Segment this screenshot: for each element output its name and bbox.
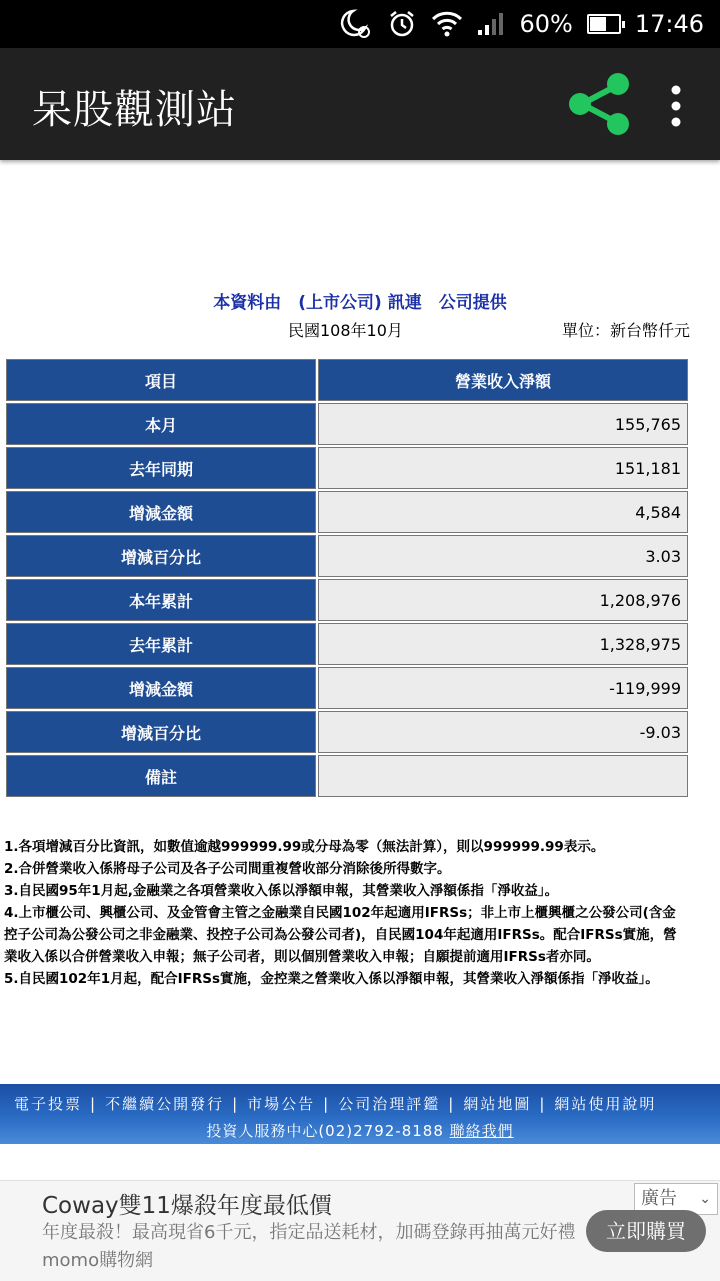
signal-icon <box>477 12 505 36</box>
report-unit: 單位：新台幣仟元 <box>561 321 690 340</box>
more-vert-icon[interactable] <box>664 84 688 128</box>
row-value <box>318 755 688 797</box>
row-value: 155,765 <box>318 403 688 445</box>
row-value: 1,328,975 <box>318 623 688 665</box>
table-row <box>6 711 688 753</box>
footer-link-sitemap[interactable]: 網站地圖 <box>463 1095 532 1113</box>
row-label: 備註 <box>6 755 316 797</box>
row-value: -119,999 <box>318 667 688 709</box>
ad-headline[interactable]: Coway雙11爆殺年度最低價 <box>42 1193 332 1219</box>
ad-body[interactable]: 年度最殺！最高現省6千元，指定品送耗材，加碼登錄再抽萬元好禮 momo購物網 <box>42 1222 576 1271</box>
wifi-icon <box>431 10 463 38</box>
row-value: -9.03 <box>318 711 688 753</box>
app-title: 呆股觀測站 <box>32 87 237 133</box>
report-date: 民國108年10月 <box>288 321 403 340</box>
header-item: 項目 <box>6 359 316 401</box>
table-row <box>6 667 688 709</box>
status-bar <box>0 0 720 48</box>
table-header-row <box>6 359 688 401</box>
table-row <box>6 491 688 533</box>
table-row <box>6 579 688 621</box>
chevron-down-icon: ⌄ <box>699 1191 711 1207</box>
footer-link-discontinue-public[interactable]: 不繼續公開發行 <box>105 1095 225 1113</box>
share-icon[interactable] <box>566 72 634 136</box>
app-bar <box>0 48 720 160</box>
note-item: 1.各項增減百分比資訊，如數值逾越999999.99或分母為零（無法計算），則以999999.99表示。 <box>4 839 605 855</box>
footer-link-governance[interactable]: 公司治理評鑑 <box>338 1095 441 1113</box>
investor-service <box>0 1120 720 1141</box>
ad-banner[interactable] <box>0 1180 720 1281</box>
footer-link-market-notice[interactable]: 市場公告 <box>247 1095 316 1113</box>
row-value: 3.03 <box>318 535 688 577</box>
revenue-table <box>4 357 690 799</box>
buy-now-button[interactable]: 立即購買 <box>586 1210 706 1252</box>
row-label: 增減百分比 <box>6 711 316 753</box>
row-value: 1,208,976 <box>318 579 688 621</box>
row-label: 增減金額 <box>6 491 316 533</box>
footer-link-e-voting[interactable]: 電子投票 <box>14 1095 83 1113</box>
note-item: 4.上市櫃公司、興櫃公司、及金管會主管之金融業自民國102年起適用IFRSs；非上市上櫃興櫃之公發公司(含金控子公司為公發公司之非金融業、投控子公司為公發公司者)，自民國104年起適用IFRSs。配合IFRSs實施，營業收入係以合併營業收入申報；無子公司者，則以個別營業收入申報；自願提前適用IFRSs者亦同。 <box>4 905 677 965</box>
row-label: 去年同期 <box>6 447 316 489</box>
header-revenue: 營業收入淨額 <box>318 359 688 401</box>
footer-link-site-help[interactable]: 網站使用說明 <box>554 1095 657 1113</box>
row-label: 增減金額 <box>6 667 316 709</box>
ad-badge-label: 廣告 <box>641 1188 677 1209</box>
data-source-line: 本資料由 (上市公司) 訊連 公司提供 <box>213 293 507 313</box>
service-phone: 投資人服務中心(02)2792-8188 <box>206 1122 444 1140</box>
site-footer <box>0 1084 720 1144</box>
contact-link[interactable]: 聯絡我們 <box>449 1122 514 1140</box>
table-row <box>6 447 688 489</box>
table-row <box>6 535 688 577</box>
do-not-disturb-alarm-icon <box>339 8 373 40</box>
note-item: 5.自民國102年1月起，配合IFRSs實施，金控業之營業收入係以淨額申報，其營業收入淨額係指「淨收益」。 <box>4 971 659 987</box>
note-item: 3.自民國95年1月起,金融業之各項營業收入係以淨額申報，其營業收入淨額係指「淨收益」。 <box>4 883 559 899</box>
row-label: 本年累計 <box>6 579 316 621</box>
row-label: 本月 <box>6 403 316 445</box>
table-row <box>6 755 688 797</box>
row-label: 去年累計 <box>6 623 316 665</box>
battery-percent: 60% <box>519 10 573 38</box>
note-item: 2.合併營業收入係將母子公司及各子公司間重複營收部分消除後所得數字。 <box>4 861 451 877</box>
row-value: 4,584 <box>318 491 688 533</box>
battery-icon <box>587 14 621 34</box>
row-label: 增減百分比 <box>6 535 316 577</box>
table-row <box>6 403 688 445</box>
table-row <box>6 623 688 665</box>
alarm-clock-icon <box>387 9 417 39</box>
row-value: 151,181 <box>318 447 688 489</box>
clock: 17:46 <box>634 10 704 38</box>
notes <box>4 836 684 990</box>
battery-fill <box>590 17 606 31</box>
footer-links: 電子投票 | 不繼續公開發行 | 市場公告 | 公司治理評鑑 | 網站地圖 | 網站使用說明 <box>14 1095 657 1113</box>
